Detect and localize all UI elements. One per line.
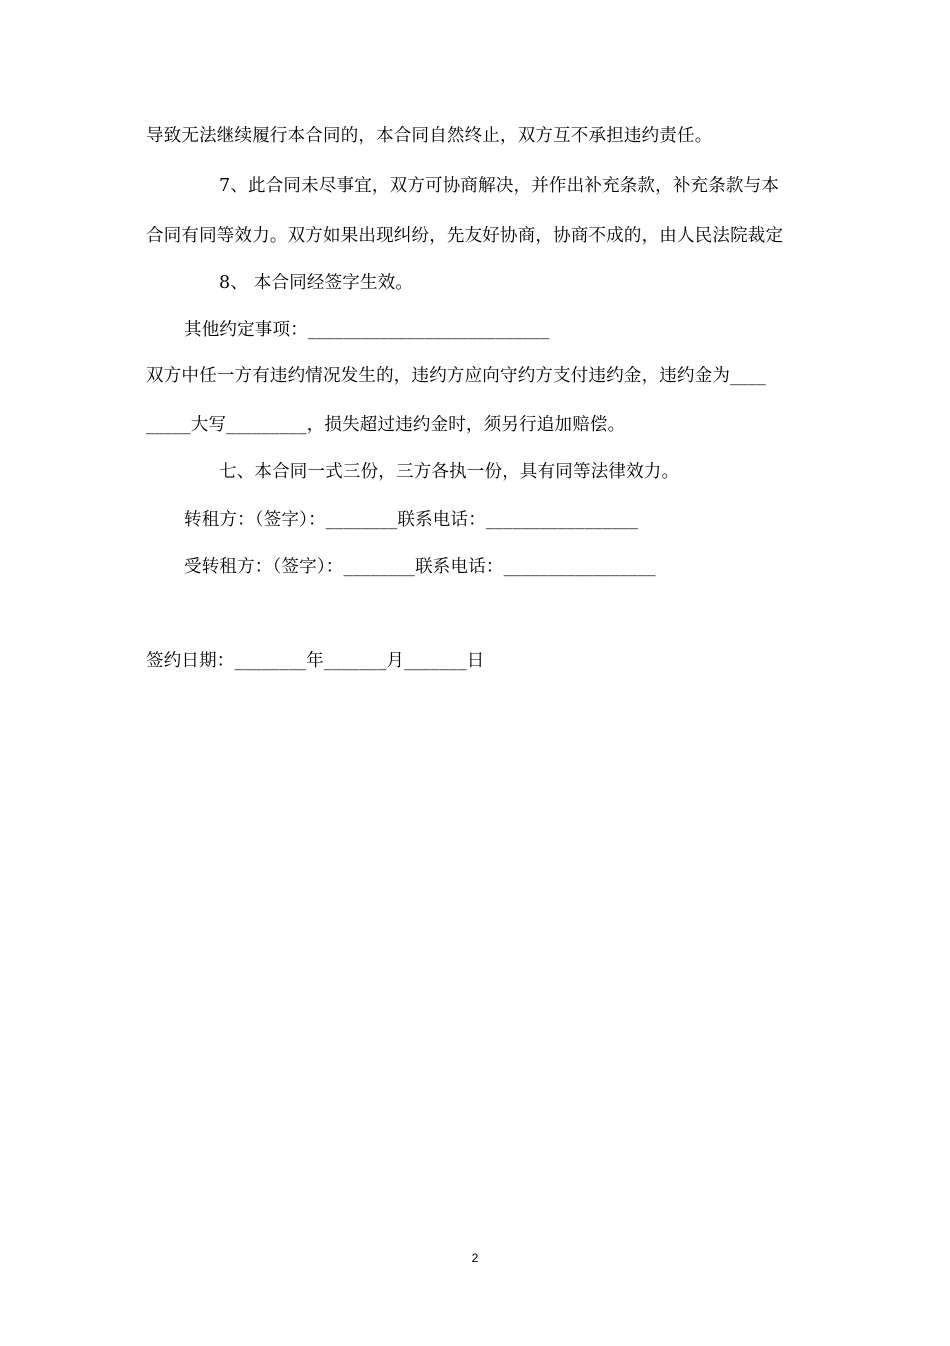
clause-8: 8、 本合同经签字生效。 [219, 273, 414, 293]
signing-date-field: 签约日期：________年_______月_______日 [146, 651, 485, 671]
penalty-line-1: 双方中任一方有违约情况发生的，违约方应向守约方支付违约金，违约金为____ [146, 366, 766, 386]
other-terms-field: 其他约定事项：___________________________ [184, 320, 550, 340]
sublessee-signature-field: 受转租方：（签字）：________联系电话：_________________ [184, 557, 656, 577]
sublessor-signature-field: 转租方：（签字）：________联系电话：_________________ [184, 510, 639, 530]
paragraph-line-1: 导致无法继续履行本合同的，本合同自然终止，双方互不承担违约责任。 [146, 126, 713, 146]
clause-7-line-1: 7、此合同未尽事宜，双方可协商解决，并作出补充条款，补充条款与本 [219, 176, 780, 196]
page-number: 2 [471, 1251, 479, 1265]
penalty-line-2: _____大写_________，损失超过违约金时，须另行追加赔偿。 [146, 415, 626, 435]
copies-clause: 七、本合同一式三份，三方各执一份，具有同等法律效力。 [219, 462, 680, 482]
clause-7-line-2: 合同有同等效力。双方如果出现纠纷，先友好协商，协商不成的，由人民法院裁定 [146, 226, 784, 246]
